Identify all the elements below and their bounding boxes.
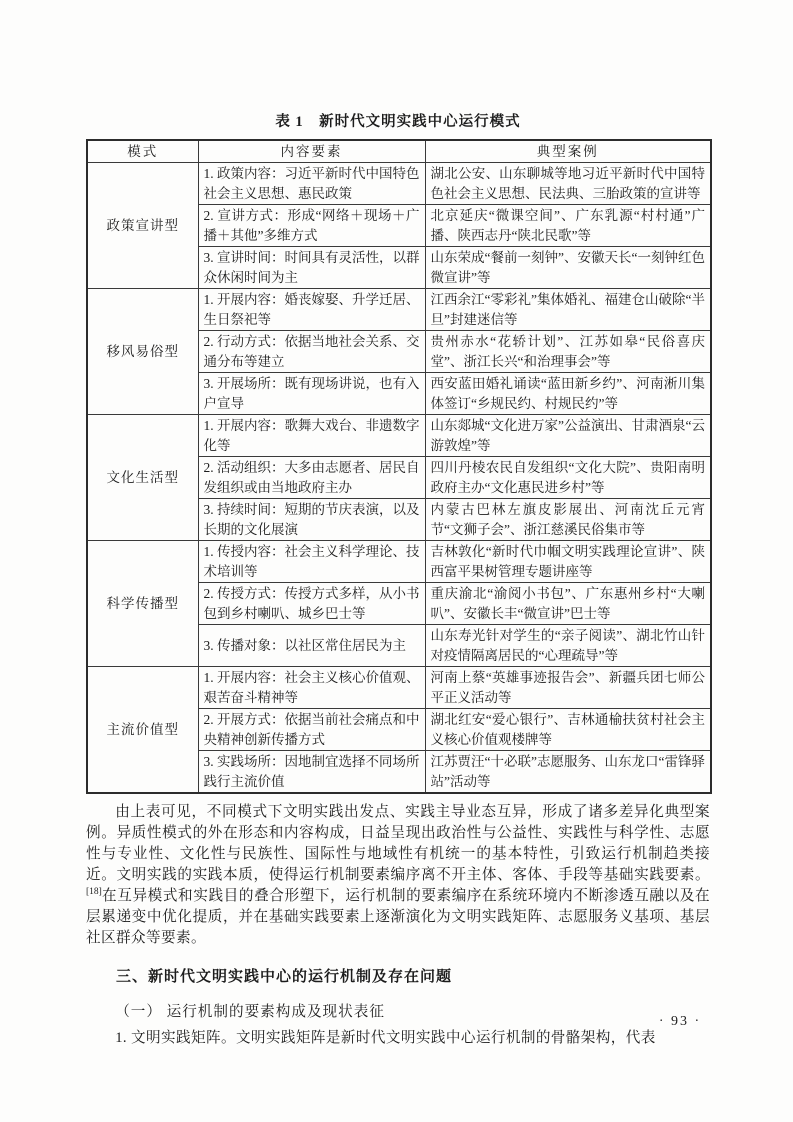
case-cell: 山东寿光针对学生的“亲子阅读”、湖北竹山针对疫情隔离居民的“心理疏导”等: [425, 625, 711, 667]
content-cell: 1. 开展内容：社会主义核心价值观、艰苦奋斗精神等: [198, 667, 425, 709]
table-row: [87, 289, 711, 331]
mode-cell: 移风易俗型: [87, 289, 198, 415]
content-cell: 3. 持续时间：短期的节庆表演，以及长期的文化展演: [198, 499, 425, 541]
modes-table: [86, 139, 712, 794]
content-cell: 3. 开展场所：既有现场讲说，也有入户宣导: [198, 373, 425, 415]
content-cell: 2. 行动方式：依据当地社会关系、交通分布等建立: [198, 331, 425, 373]
case-cell: 河南上蔡“英雄事迹报告会”、新疆兵团七师公平正义活动等: [425, 667, 711, 709]
case-cell: 山东郯城“文化进万家”公益演出、甘肃酒泉“云游敦煌”等: [425, 415, 711, 457]
numbered-point: 1. 文明实践矩阵。文明实践矩阵是新时代文明实践中心运行机制的骨骼架构，代表: [115, 1030, 656, 1046]
paragraph-part2: 在互异模式和实践目的叠合形塑下，运行机制的要素编序在系统环境内不断渗透互融以及在层累递变中优化提质，并在基础实践要素上逐渐演化为文明实践矩阵、志愿服务义基项、基层社区群众等要素。: [86, 888, 710, 946]
header-cell-content: 内容要素: [198, 140, 425, 163]
case-cell: 吉林敦化“新时代巾帼文明实践理论宣讲”、陕西富平果树管理专题讲座等: [425, 541, 711, 583]
subsection-heading: （一） 运行机制的要素构成及现状表征: [115, 1004, 385, 1020]
case-cell: 重庆渝北“渝阅小书包”、广东惠州乡村“大喇叭”、安徽长丰“微宣讲”巴士等: [425, 583, 711, 625]
case-cell: 贵州赤水“花轿计划”、江苏如皋“民俗喜庆堂”、浙江长兴“和治理事会”等: [425, 331, 711, 373]
table-row: [87, 415, 711, 457]
content-cell: 2. 传授方式：传授方式多样，从小书包到乡村喇叭、城乡巴士等: [198, 583, 425, 625]
header-cell-case: 典型案例: [425, 140, 711, 163]
footnote-ref: [18]: [86, 887, 102, 898]
body-paragraph: [86, 802, 710, 949]
content-cell: 1. 传授内容：社会主义科学理论、技术培训等: [198, 541, 425, 583]
case-cell: 湖北公安、山东聊城等地习近平新时代中国特色社会主义思想、民法典、三胎政策的宣讲等: [425, 163, 711, 205]
mode-cell: 科学传播型: [87, 541, 198, 667]
content-cell: 1. 开展内容：歌舞大戏台、非遗数字化等: [198, 415, 425, 457]
content-cell: 3. 实践场所：因地制宜选择不同场所践行主流价值: [198, 751, 425, 794]
content-cell: 1. 政策内容：习近平新时代中国特色社会主义思想、惠民政策: [198, 163, 425, 205]
paragraph-part1: 由上表可见，不同模式下文明实践出发点、实践主导业态互异，形成了诸多差异化典型案例。异质性模式的外在形态和内容构成，日益呈现出政治性与公益性、实践性与科学性、志愿性与专业性、文化性与民族性、国际性与地域性有机统一的基本特性，引致运行机制趋类接近。文明实践的实践本质，使得运行机制要素编序离不开主体、客体、手段等基础实践要素。: [86, 804, 710, 883]
content-cell: 2. 宣讲方式：形成“网络＋现场＋广播＋其他”多维方式: [198, 205, 425, 247]
case-cell: 西安蓝田婚礼诵读“蓝田新乡约”、河南淅川集体签订“乡规民约、村规民约”等: [425, 373, 711, 415]
page-number: · 93 ·: [658, 1014, 702, 1029]
content-cell: 2. 开展方式：依据当前社会痛点和中央精神创新传播方式: [198, 709, 425, 751]
table-row: [87, 163, 711, 205]
mode-cell: 主流价值型: [87, 667, 198, 794]
mode-cell: 文化生活型: [87, 415, 198, 541]
table-row: [87, 667, 711, 709]
page-content: [86, 110, 710, 1049]
case-cell: 江西余江“零彩礼”集体婚礼、福建仓山破除“半旦”封建迷信等: [425, 289, 711, 331]
case-cell: 内蒙古巴林左旗皮影展出、河南沈丘元宵节“文狮子会”、浙江慈溪民俗集市等: [425, 499, 711, 541]
header-cell-mode: 模式: [87, 140, 198, 163]
case-cell: 北京延庆“微课空间”、广东乳源“村村通”广播、陕西志丹“陕北民歌”等: [425, 205, 711, 247]
content-cell: 2. 活动组织：大多由志愿者、居民自发组织或由当地政府主办: [198, 457, 425, 499]
table-title: 表 1 新时代文明实践中心运行模式: [275, 114, 521, 130]
content-cell: 3. 宣讲时间：时间具有灵活性，以群众休闲时间为主: [198, 247, 425, 289]
case-cell: 江苏贾汪“十必联”志愿服务、山东龙口“雷锋驿站”活动等: [425, 751, 711, 794]
content-cell: 3. 传播对象：以社区常住居民为主: [198, 625, 425, 667]
table-header-row: [87, 140, 711, 163]
case-cell: 湖北红安“爱心银行”、吉林通榆扶贫村社会主义核心价值观楼牌等: [425, 709, 711, 751]
content-cell: 1. 开展内容：婚丧嫁娶、升学迁居、生日祭祀等: [198, 289, 425, 331]
case-cell: 山东荣成“餐前一刻钟”、安徽天长“一刻钟红色微宣讲”等: [425, 247, 711, 289]
case-cell: 四川丹棱农民自发组织“文化大院”、贵阳南明政府主办“文化惠民进乡村”等: [425, 457, 711, 499]
section-heading: 三、新时代文明实践中心的运行机制及存在问题: [116, 969, 453, 985]
table-row: [87, 541, 711, 583]
mode-cell: 政策宣讲型: [87, 163, 198, 289]
